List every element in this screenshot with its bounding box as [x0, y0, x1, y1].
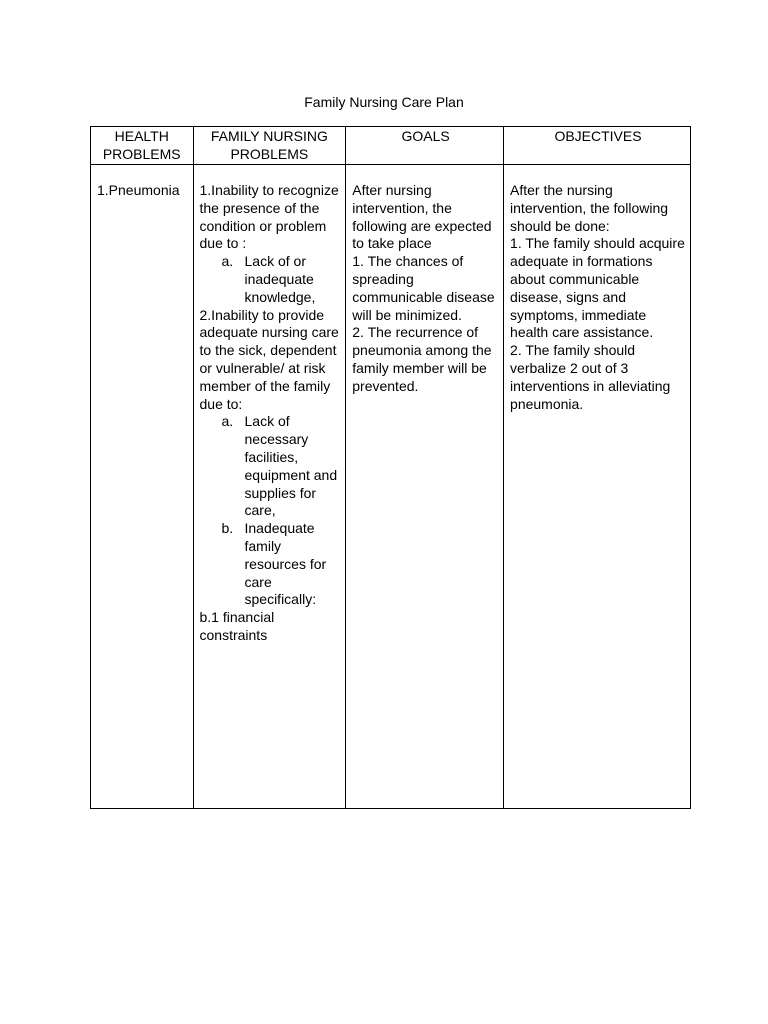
goals-intro: After nursing intervention, the following are expected to take place	[352, 182, 492, 252]
health-problem-text: 1.Pneumonia	[97, 182, 180, 198]
family-problem-2b1: b.1 financial constraints	[199, 609, 275, 643]
family-problem-1-intro: 1.Inability to recognize the presence of the condition or problem due to :	[199, 182, 339, 252]
list-marker: a.	[221, 253, 234, 270]
header-health-problems	[91, 127, 194, 165]
objectives-cell	[504, 165, 691, 809]
objective-2: 2. The family should verbalize 2 out of 3 interventions in alleviating pneumonia.	[510, 342, 671, 412]
family-problem-1a	[200, 253, 342, 306]
list-marker: a.	[221, 413, 234, 430]
family-nursing-problems-cell	[193, 165, 346, 809]
table-header-row	[91, 127, 691, 165]
family-problem-2-intro: 2.Inability to provide adequate nursing care to the sick, dependent or vulnerable/ at risk member of the family due to:	[199, 306, 339, 412]
header-goals	[346, 127, 504, 165]
family-problem-2b-text: Inadequate family resources for care specifically:	[244, 520, 327, 608]
header-goals-label: GOALS	[401, 128, 450, 144]
list-marker: b.	[221, 520, 234, 537]
goal-2: 2. The recurrence of pneumonia among the family member will be prevented.	[352, 324, 492, 394]
family-problem-2a	[200, 413, 342, 520]
goal-1: 1. The chances of spreading communicable disease will be minimized.	[352, 253, 495, 323]
header-objectives	[504, 127, 691, 165]
family-problem-2a-text: Lack of necessary facilities, equipment and supplies for care,	[244, 413, 338, 519]
family-problem-2b	[200, 520, 342, 609]
objectives-intro: After the nursing intervention, the following should be done:	[510, 182, 669, 234]
header-family-nursing-problems	[193, 127, 346, 165]
care-plan-table	[90, 126, 691, 809]
header-family-nursing-problems-label: FAMILY NURSING PROBLEMS	[210, 128, 328, 162]
header-health-problems-label: HEALTH PROBLEMS	[102, 128, 181, 162]
table-row	[91, 165, 691, 809]
goals-cell	[346, 165, 504, 809]
objective-1: 1. The family should acquire adequate in formations about communicable disease, signs and symptoms, immediate health care assistance.	[510, 235, 685, 341]
family-problem-1a-text: Lack of or inadequate knowledge,	[244, 253, 316, 305]
health-problem-cell	[91, 165, 194, 809]
page-title: Family Nursing Care Plan	[304, 94, 464, 110]
header-objectives-label: OBJECTIVES	[554, 128, 642, 144]
